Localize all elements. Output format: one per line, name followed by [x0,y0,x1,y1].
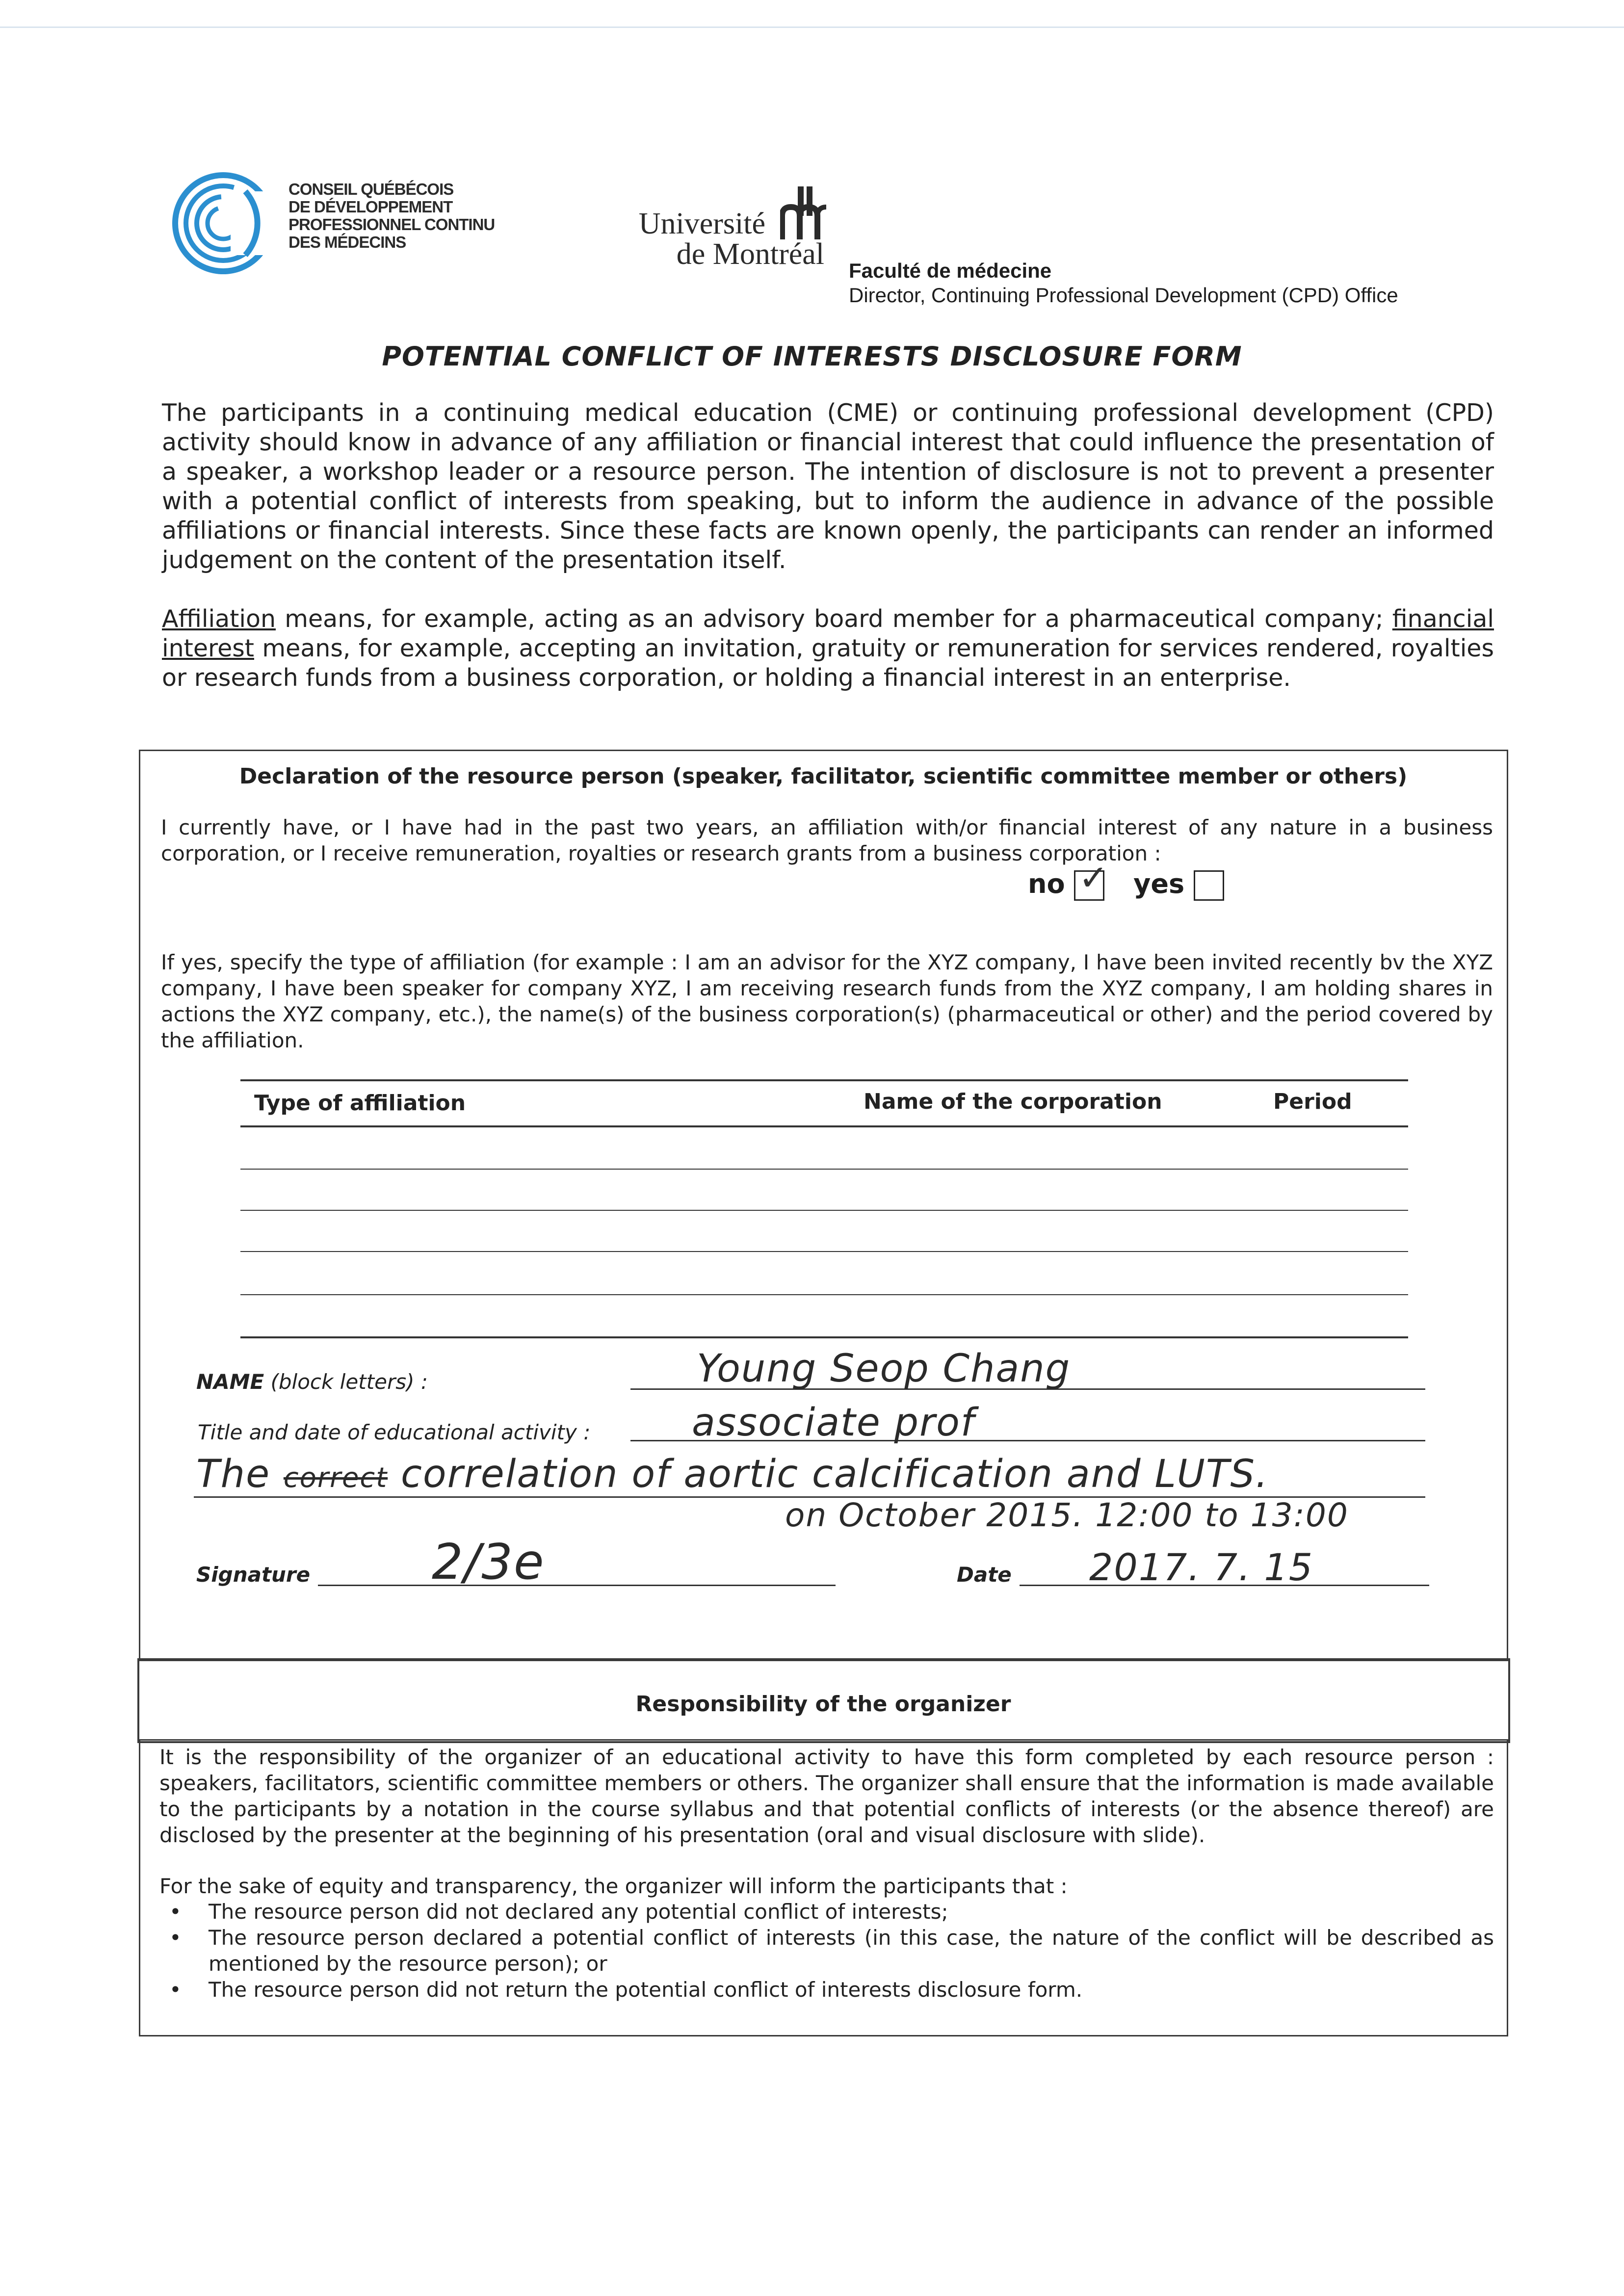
financial-interest-definition: means, for example, accepting an invitation, gratuity or remuneration for services rendered, royalties or research funds from a business corporation, or holding a financial interest in an enterprise. [162,634,1494,692]
udm-line-2: de Montréal [676,237,824,271]
table-bottom-rule [240,1336,1408,1338]
title-date-label: Title and date of educational activity : [198,1420,591,1444]
financial-interest-term: financial interest [162,605,1494,662]
no-checkbox[interactable] [1074,857,1108,901]
cqdpcm-logo [172,172,275,275]
scan-top-edge [0,26,1624,28]
name-field[interactable]: Young Seop Chang [697,1347,1071,1391]
list-item: • The resource person declared a potential conflict of interests (in this case, the nature of the conflict will be described as mentioned by the resource person); or [159,1925,1494,1977]
signature-line [318,1585,836,1586]
list-item: • The resource person did not declared any potential conflict of interests; [159,1899,1494,1925]
activity-word-the: The [196,1452,271,1496]
cqdpcm-line-3: PROFESSIONNEL CONTINU [288,215,495,234]
name-label: NAME (block letters) : [196,1370,428,1394]
organizer-list-intro: For the sake of equity and transparency, the organizer will inform the participants that : [159,1874,1068,1898]
no-option [1028,857,1224,901]
organizer-paragraph: It is the responsibility of the organizer of an educational activity to have this form completed by each resource person : speakers, facilitators, scientific committee members or others. The organizer shall ensure that the information is made available to the participants by a notation in the course syllabus and that potential conflicts of interests (or the absence thereof) are disclosed by the presenter at the beginning of his presentation (oral and visual disclosure with slide). [159,1745,1494,1847]
list-item: • The resource person did not return the potential conflict of interests disclosure form. [159,1977,1494,2003]
table-header-rule [240,1125,1408,1127]
declaration-heading: Declaration of the resource person (speaker, facilitator, scientific committee member or others) [239,764,1408,789]
table-row[interactable] [240,1294,1408,1295]
col-name-of-corporation: Name of the corporation [864,1089,1162,1114]
office-name: Director, Continuing Professional Development (CPD) Office [849,284,1398,307]
udm-logo [780,186,829,240]
table-row[interactable] [240,1251,1408,1252]
organizer-bullet-list [159,1899,1494,2003]
check-mark-icon: ✓ [1078,857,1108,899]
udm-line-1: Université [638,207,765,240]
organizer-heading: Responsibility of the organizer [635,1692,1011,1717]
col-period: Period [1273,1089,1352,1114]
cqdpcm-logo-icon [172,172,275,275]
udm-emblem-icon [780,186,829,240]
signature-label: Signature [196,1563,311,1587]
faculty-name: Faculté de médecine [849,259,1052,282]
activity-struck-word: correct [283,1462,388,1494]
activity-line-1[interactable] [196,1452,1269,1496]
definitions-paragraph [162,604,1494,693]
cqdpcm-line-1: CONSEIL QUÉBÉCOIS [288,180,454,198]
col-type-of-affiliation: Type of affiliation [254,1091,466,1116]
date-field[interactable]: 2017. 7. 15 [1089,1545,1314,1589]
activity-line-2[interactable]: on October 2015. 12:00 to 13:00 [785,1496,1349,1534]
table-top-rule [240,1079,1408,1081]
date-label: Date [957,1563,1012,1587]
signature-field[interactable]: 2/3e [432,1533,545,1591]
cqdpcm-name [288,181,495,251]
form-title: POTENTIAL CONFLICT OF INTERESTS DISCLOSURE FORM [382,341,1242,372]
affiliation-definition: means, for example, acting as an advisory board member for a pharmaceutical company; [276,605,1392,633]
cqdpcm-line-2: DE DÉVELOPPEMENT [288,198,453,216]
table-row[interactable] [240,1210,1408,1211]
title-field[interactable]: associate prof [692,1401,975,1445]
if-yes-instructions: If yes, specify the type of affiliation (for example : I am an advisor for the XYZ company, I have been invited recently bv the XYZ company, I have been speaker for company XYZ, I am receiving research funds from the XYZ company, I am holding shares in actions the XYZ company, etc.), the name(s) of the business corporation(s) (pharmaceutical or other) and the period covered by the affiliation. [161,950,1493,1052]
table-row[interactable] [240,1169,1408,1170]
activity-topic: correlation of aortic calcification and LUTS. [400,1452,1269,1496]
yes-checkbox[interactable] [1194,870,1224,901]
yes-label: yes [1133,868,1185,899]
affiliation-term: Affiliation [162,605,276,633]
intro-paragraph: The participants in a continuing medical education (CME) or continuing professional development (CPD) activity should know in advance of any affiliation or financial interest that could influence the presentation of a speaker, a workshop leader or a resource person. The intention of disclosure is not to prevent a presenter with a potential conflict of interests from speaking, but to inform the audience in advance of the possible affiliations or financial interests. Since these facts are known openly, the participants can render an informed judgement on the content of the presentation itself. [162,399,1494,574]
cqdpcm-line-4: DES MÉDECINS [288,233,406,251]
no-label: no [1028,868,1065,899]
declaration-question: I currently have, or I have had in the past two years, an affiliation with/or financial interest of any nature in a business corporation, or I receive remuneration, royalties or research grants from a business corporation : [161,815,1493,865]
